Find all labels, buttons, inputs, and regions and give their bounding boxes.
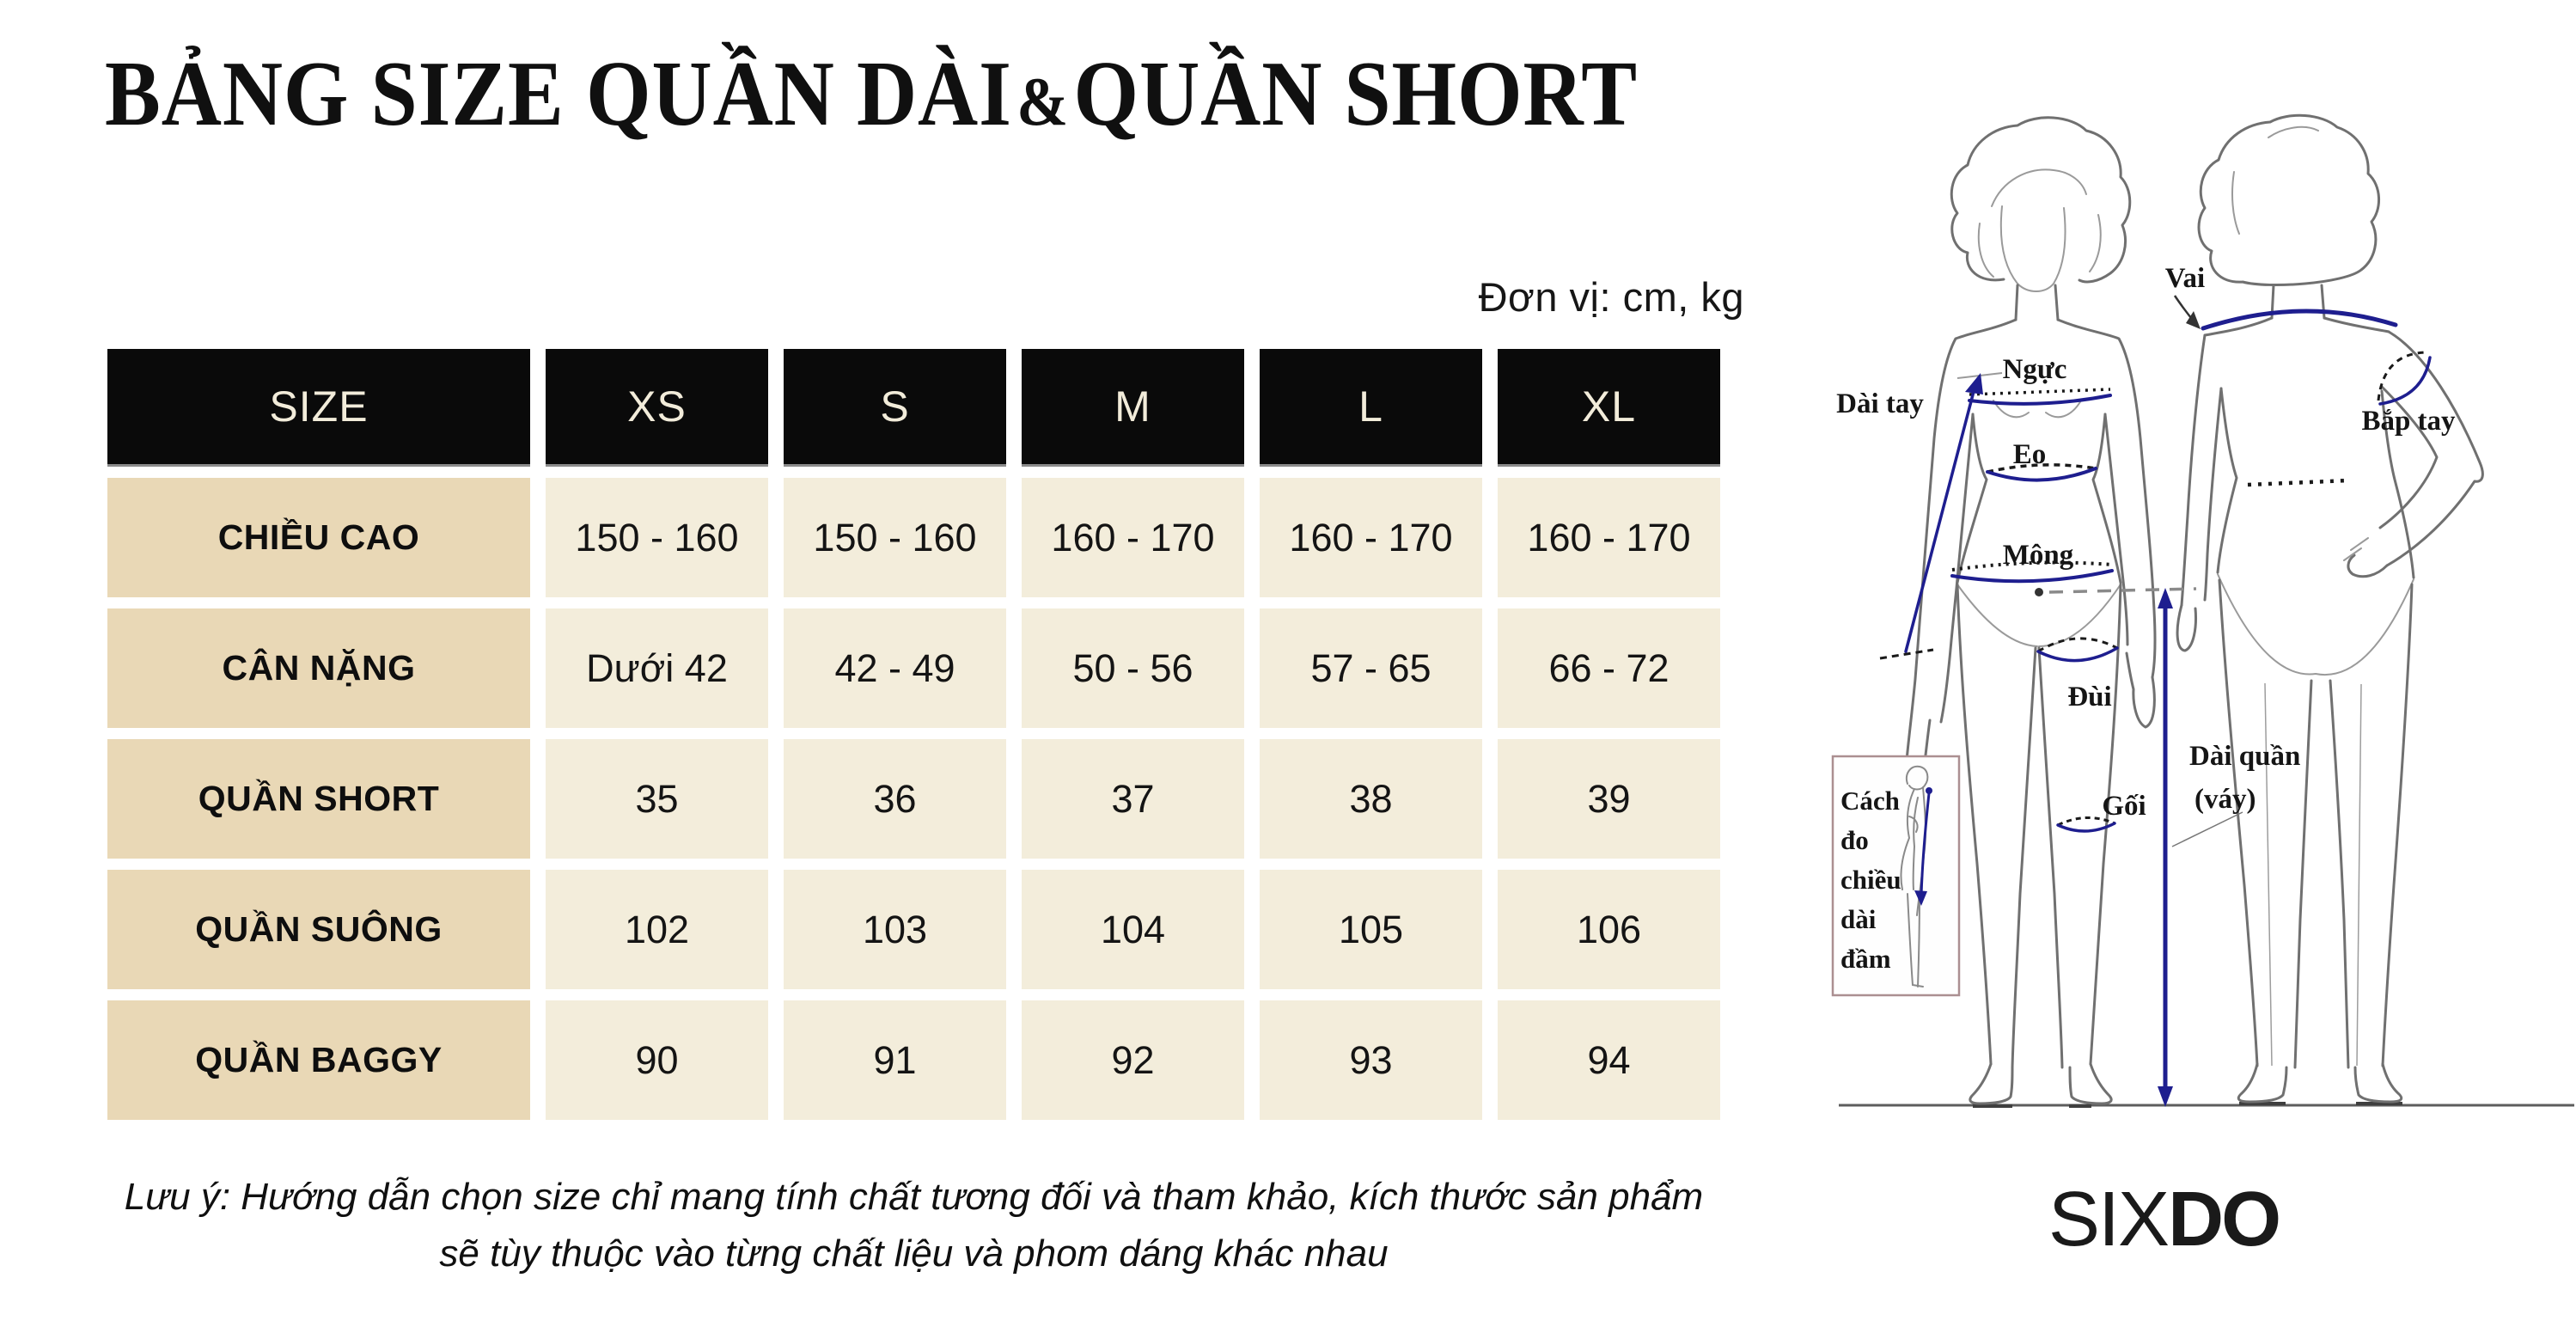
column-header-xl: XL [1498, 349, 1720, 467]
logo-bold-part: DO [2168, 1177, 2280, 1263]
label-bap-tay: Bắp tay [2361, 406, 2456, 437]
column-header-m: M [1022, 349, 1244, 467]
measurement-diagram [1787, 77, 2576, 1212]
table-cell: 160 - 170 [1022, 478, 1244, 597]
size-table [107, 349, 1720, 1120]
label-nguc: Ngực [2002, 354, 2067, 385]
table-cell: 160 - 170 [1260, 478, 1482, 597]
back-figure [2177, 115, 2482, 1102]
inset-label-line4: dài [1840, 904, 1877, 934]
label-vai: Vai [2164, 263, 2206, 294]
table-cell: 37 [1022, 739, 1244, 859]
label-dai-quan-line2: (váy) [2194, 784, 2256, 815]
inset-label-line3: chiều [1840, 865, 1901, 895]
table-cell: 38 [1260, 739, 1482, 859]
label-eo: Eo [2012, 439, 2047, 470]
table-cell: 39 [1498, 739, 1720, 859]
page-title-part2: QUẦN SHORT [1073, 43, 1638, 145]
table-cell: 160 - 170 [1498, 478, 1720, 597]
table-cell: 50 - 56 [1022, 608, 1244, 728]
page-title-ampersand: & [1016, 64, 1070, 140]
table-cell: 106 [1498, 870, 1720, 989]
row-label-quan-short: QUẦN SHORT [107, 739, 530, 859]
row-label-quan-suong: QUẦN SUÔNG [107, 870, 530, 989]
table-cell: 94 [1498, 1000, 1720, 1120]
column-header-l: L [1260, 349, 1482, 467]
table-cell: 103 [784, 870, 1006, 989]
table-cell: 93 [1260, 1000, 1482, 1120]
label-dai-quan-line1: Dài quần [2189, 741, 2301, 772]
logo-thin-part: SIX [2048, 1177, 2169, 1263]
label-dai-tay: Dài tay [1836, 388, 1924, 419]
footnote-line2: sẽ tùy thuộc vào từng chất liệu và phom dáng khác nhau [439, 1232, 1389, 1275]
table-cell: 104 [1022, 870, 1244, 989]
table-cell: 57 - 65 [1260, 608, 1482, 728]
label-dui: Đùi [2067, 682, 2112, 712]
column-header-s: S [784, 349, 1006, 467]
table-cell: Dưới 42 [546, 608, 768, 728]
table-cell: 90 [546, 1000, 768, 1120]
table-cell: 42 - 49 [784, 608, 1006, 728]
inset-label-line5: đầm [1840, 944, 1891, 974]
table-cell: 150 - 160 [546, 478, 768, 597]
page-title-part1: BẢNG SIZE QUẦN DÀI [105, 43, 1012, 145]
footnote-line1: Lưu ý: Hướng dẫn chọn size chỉ mang tính chất tương đối và tham khảo, kích thước sản phẩm [124, 1176, 1704, 1218]
table-cell: 35 [546, 739, 768, 859]
footnote [107, 1169, 1720, 1282]
page-title [105, 41, 1638, 148]
column-header-size: SIZE [107, 349, 530, 467]
table-cell: 150 - 160 [784, 478, 1006, 597]
label-mong: Mông [2002, 540, 2074, 571]
label-goi: Gối [2102, 791, 2146, 822]
column-header-xs: XS [546, 349, 768, 467]
row-label-can-nang: CÂN NẶNG [107, 608, 530, 728]
table-cell: 102 [546, 870, 768, 989]
row-label-quan-baggy: QUẦN BAGGY [107, 1000, 530, 1120]
table-cell: 66 - 72 [1498, 608, 1720, 728]
table-cell: 105 [1260, 870, 1482, 989]
unit-note: Đơn vị: cm, kg [1478, 274, 1744, 320]
table-cell: 36 [784, 739, 1006, 859]
sixdo-logo [2048, 1176, 2279, 1264]
inset-label-line2: đo [1840, 825, 1869, 855]
table-cell: 92 [1022, 1000, 1244, 1120]
table-cell: 91 [784, 1000, 1006, 1120]
row-label-chieu-cao: CHIỀU CAO [107, 478, 530, 597]
inset-label-line1: Cách [1840, 786, 1900, 816]
